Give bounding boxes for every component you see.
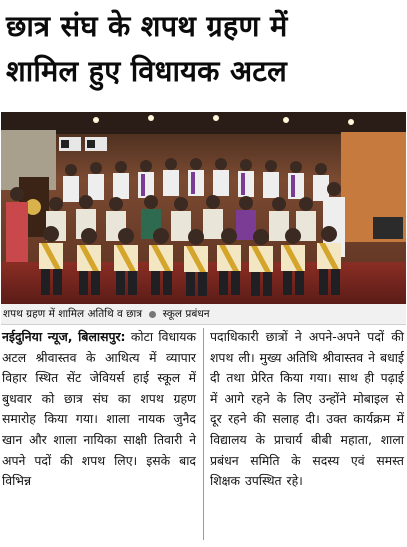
- article-column-1: [2, 327, 196, 492]
- group-photo-image: [1, 112, 406, 304]
- caption-credit: स्कूल प्रबंधन: [162, 308, 210, 320]
- article-column-2: [210, 327, 404, 492]
- headline-line-1: छात्र संघ के शपथ ग्रहण में: [6, 9, 288, 43]
- article-body-2: पदाधिकारी छात्रों ने अपने-अपने पदों की शपथ ली। मुख्य अतिथि श्रीवास्तव ने बधाई दी तथा प्रेरित किया गया। साथ ही पढ़ाई में आगे रहने के लिए उन्होंने मोबाइल से दूर रहने की सलाह दी। उक्त कार्यक्रम में विद्यालय के प्राचार्य बीबी महाता, शाला प्रबंधन समिति के सदस्य एवं समस्त शिक्षक उपस्थित रहे।: [210, 329, 404, 489]
- headline-line-2: शामिल हुए विधायक अटल: [6, 54, 287, 88]
- photo-caption: [1, 304, 406, 325]
- bullet-dot-icon: [149, 311, 156, 318]
- headline: [6, 4, 404, 94]
- dateline: नईदुनिया न्यूज, बिलासपुर:: [2, 329, 126, 344]
- article-body-1: कोटा विधायक अटल श्रीवास्तव के आथित्य में व्यापार विहार स्थित सेंट जेवियर्स हाई स्कूल में बुधवार को छात्र संघ का शपथ ग्रहण समारोह किया गया। शाला नायक जुनैद खान और शाला नायिका साक्षी तिवारी ने अपने पदों की शपथ लिए। इसके बाद विभिन्न: [2, 329, 196, 489]
- caption-text: शपथ ग्रहण में शामिल अतिथि व छात्र: [3, 308, 143, 320]
- column-divider: [203, 328, 204, 540]
- news-photo: [1, 112, 406, 304]
